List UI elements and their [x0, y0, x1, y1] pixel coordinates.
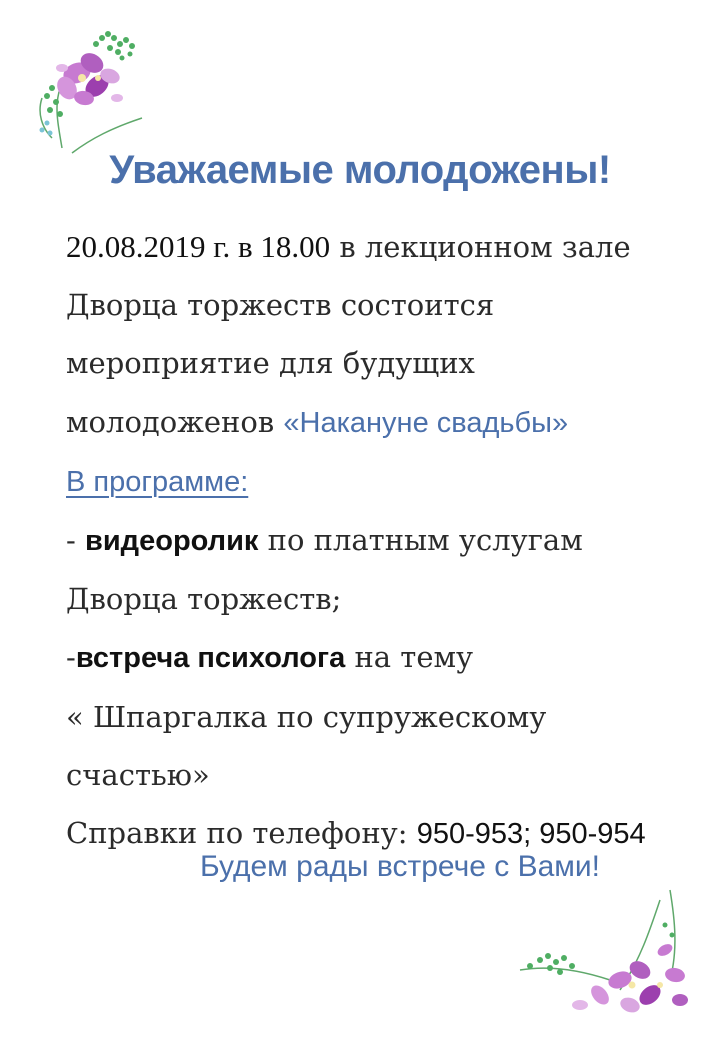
contact-label: Справки по телефону: — [66, 816, 417, 851]
flower-bouquet-top-left-icon — [22, 18, 162, 168]
line-venue: Дворца торжеств состоится — [66, 288, 495, 323]
audience-text: молодоженов — [66, 404, 284, 439]
line-program — [66, 452, 706, 511]
line-event-name — [66, 393, 706, 452]
item-video-title: видеоролик — [85, 525, 259, 558]
venue-text: в лекционном зале — [330, 230, 631, 264]
line-date — [66, 218, 706, 276]
page-title: Уважаемые молодожены! — [109, 148, 611, 192]
item-psychologist-text: на тему — [345, 640, 474, 675]
program-item-psychologist — [66, 628, 706, 687]
item-dash: - — [66, 640, 76, 675]
line-event: мероприятие для будущих — [66, 346, 475, 381]
phone-numbers: 950-953; 950-954 — [416, 818, 646, 851]
program-item-psychologist-cont: « Шпаргалка по супружескому — [66, 699, 547, 734]
event-name: «Накануне свадьбы» — [283, 406, 569, 439]
item-video-text: по платным услугам — [258, 523, 583, 558]
program-item-psychologist-cont2: счастью» — [66, 757, 210, 792]
invitation-body — [66, 218, 706, 863]
event-date: 20.08.2019 г. в 18.00 — [66, 229, 331, 264]
item-psychologist-title: встреча психолога — [75, 642, 346, 675]
program-item-video — [66, 511, 706, 570]
program-item-video-cont: Дворца торжеств; — [66, 582, 342, 617]
closing-line: Будем рады встрече с Вами! — [199, 850, 601, 883]
flower-bouquet-bottom-right-icon — [500, 880, 700, 1030]
item-dash: - — [66, 523, 86, 558]
program-heading: В программе: — [66, 465, 249, 498]
